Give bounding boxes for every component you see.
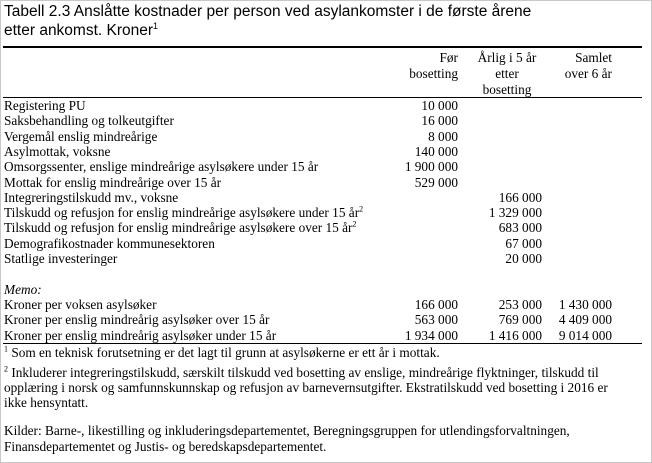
table-row-7-label [4,205,363,220]
footnote-2-text: Inkluderer integreringstilskudd, særskilt tilskudd ved bosetting av enslige, mindreårige flyktninger, tilskudd til opplæring i norsk og samfunnskunnskap og refusjon av barnevernsutgifter. Ekstratilskudd ved bosetting i 2016 er ikke hensyntatt. [4,365,608,410]
memo-heading: Memo: [4,281,42,297]
header-top-rule [3,46,642,48]
table-row-1-label-text: Saksbehandling og tolkeutgifter [4,113,174,129]
table-row-7-footnote-ref: 2 [359,204,364,214]
table-row-2-label-text: Vergemål enslig mindreårige [4,128,158,144]
table-row-1-value-c1: 16 000 [421,113,458,129]
footnote-1-text: Som en teknisk forutsetning er det lagt til grunn at asylsøkerne er ett år i mottak. [8,345,440,360]
table-row-9-label [4,236,215,251]
title-line-1: Tabell 2.3 Anslåtte kostnader per person ved asylankomster i de første årene [4,3,532,20]
memo-row-1-label-text: Kroner per enslig mindreårig asylsøker over 15 år [4,312,270,328]
table-row-10-label [4,251,117,266]
header-col-before-settlement [390,50,458,82]
header-col-total [550,50,612,82]
header-bottom-rule [3,97,642,98]
table-row-6-value-c2: 166 000 [498,189,542,205]
memo-row-1-label [4,312,269,327]
header-col3-line2: over 6 år [564,66,612,81]
table-title [4,2,531,40]
table-row-6-label [4,190,178,205]
memo-row-2-value-c2: 1 416 000 [488,327,542,343]
memo-row-1-value-c1: 563 000 [414,312,458,328]
header-col2-line1: Årlig i 5 år [477,50,537,65]
table-row-4-label-text: Omsorgssenter, enslige mindreårige asylsøkere under 15 år [4,159,319,175]
memo-row-2-label [4,328,276,343]
table-row-8-value-c2: 683 000 [498,220,542,236]
sources-note: Kilder: Barne-, likestilling og inkluderingsdepartementet, Beregningsgruppen for utlendingsforvaltningen, Finansdepartementet og Justis- og beredskapsdepartementet. [4,423,570,454]
table-row-0-label-text: Registering PU [4,98,86,113]
header-col2-line3: bosetting [482,82,532,97]
footnote-2 [4,365,629,410]
table-row-2-value-c1: 8 000 [428,128,458,144]
table-row-3-value-c1: 140 000 [414,143,458,159]
memo-row-0-label-text: Kroner per voksen asylsøker [4,296,157,312]
memo-row-0-label [4,297,157,312]
memo-row-2-label-text: Kroner per enslig mindreårig asylsøker under 15 år [4,327,277,343]
table-row-4-value-c1: 1 900 000 [404,159,458,175]
table-row-5-label-text: Mottak for enslig mindreårige over 15 år [4,174,222,190]
title-line-2-text: etter ankomst. Kroner [4,22,154,39]
memo-row-2-value-c3: 9 014 000 [558,327,612,343]
table-row-7-label-text: Tilskudd og refusjon for enslig mindreårige asylsøkere under 15 år [4,205,360,221]
title-line-2 [4,21,531,40]
footnote-1 [4,345,629,360]
memo-row-0-value-c2: 253 000 [498,296,542,312]
footnote-1-marker: 1 [4,344,8,354]
table-row-7-value-c2: 1 329 000 [488,205,542,221]
table-row-5-label [4,175,221,190]
header-col1-line1: Før [439,50,458,65]
memo-row-1-value-c2: 769 000 [498,312,542,328]
header-col1-line2: bosetting [409,66,458,81]
footnote-2-marker: 2 [4,364,8,374]
memo-row-2-value-c1: 1 934 000 [404,327,458,343]
table-row-2-label [4,129,157,144]
title-footnote-ref: 1 [153,20,159,31]
table-row-6-label-text: Integreringstilskudd mv., voksne [4,189,179,205]
table-row-3-label-text: Asylmottak, voksne [4,143,111,159]
table-row-3-label [4,144,110,159]
table-row-4-label [4,159,318,174]
header-col-yearly [465,50,549,98]
table-row-1-label [4,113,174,128]
table-row-9-value-c2: 67 000 [505,235,542,251]
table-row-0-value-c1: 10 000 [421,98,458,113]
table-row-10-value-c2: 20 000 [505,251,542,266]
memo-row-0-value-c1: 166 000 [414,296,458,312]
memo-row-0-value-c3: 1 430 000 [558,296,612,312]
table-row-8-footnote-ref: 2 [352,219,357,229]
table-bottom-rule [3,343,642,344]
table-row-8-label-text: Tilskudd og refusjon for enslig mindreårige asylsøkere over 15 år [4,220,353,236]
table-row-10-label-text: Statlige investeringer [4,251,118,266]
header-col2-line2: etter [495,66,519,81]
table-row-5-value-c1: 529 000 [414,174,458,190]
table-row-9-label-text: Demografikostnader kommunesektoren [4,235,215,251]
memo-row-1-value-c3: 4 409 000 [558,312,612,328]
table-row-0-label [4,98,86,113]
header-col3-line1: Samlet [575,50,612,65]
table-row-8-label [4,220,356,235]
